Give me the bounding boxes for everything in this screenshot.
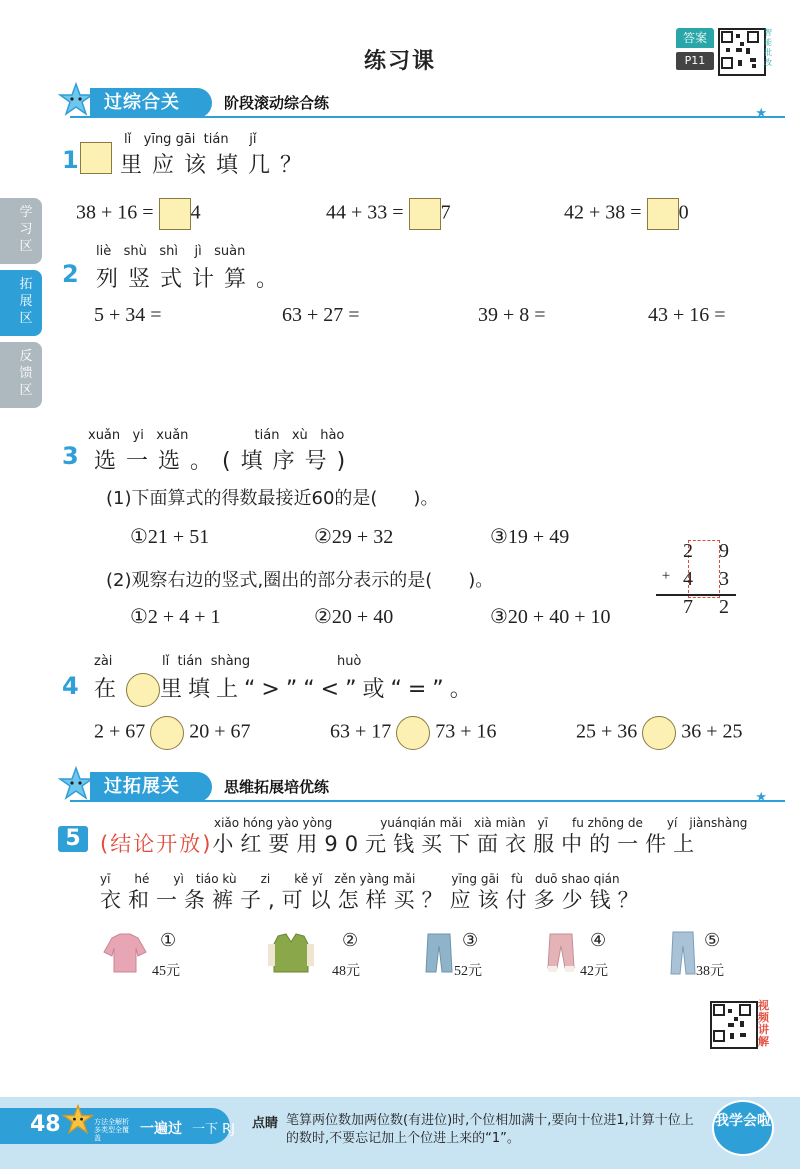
star-mascot-icon	[62, 1104, 94, 1136]
option[interactable]: ③20 + 40 + 10	[490, 606, 611, 628]
smart-grading-label: 智能批改	[764, 28, 772, 67]
page-number: 48	[30, 1112, 61, 1137]
clothing-item-4[interactable]: ④ 42元	[538, 930, 584, 980]
answer-badge[interactable]	[676, 28, 714, 74]
pinyin: yī hé yì tiáo kù zi kě yǐ zěn yàng mǎi yīng gāi fù duō shao qián	[100, 872, 620, 886]
video-explanation-label[interactable]: 视频讲解	[758, 999, 769, 1048]
page-title: 练习课	[363, 49, 436, 74]
star-mascot-icon	[58, 766, 94, 802]
fill-box[interactable]	[647, 198, 679, 230]
clothing-item-1[interactable]: ① 45元	[102, 930, 148, 980]
question-number: 1	[62, 146, 79, 174]
equation: 39 + 8 =	[478, 304, 546, 326]
comparison: 63 + 17 73 + 16	[330, 716, 497, 750]
side-tabs	[0, 198, 42, 410]
fill-circle[interactable]	[150, 716, 184, 750]
vertical-calculation: 2 9 + 4 3 7 2	[656, 540, 736, 620]
option[interactable]: ②29 + 32	[314, 526, 394, 548]
option[interactable]: ①21 + 51	[130, 526, 210, 548]
question-number: 5	[58, 826, 88, 852]
section-banner-extension	[70, 772, 785, 805]
pinyin: xiǎo hóng yào yòng yuánqián mǎi xià miàn yī fu zhōng de yí jiànshàng	[214, 816, 748, 830]
qr-code-icon[interactable]	[710, 1001, 758, 1049]
question-stem: 衣和一条裤子,可以怎样买？应该付多少钱？	[100, 888, 646, 912]
star-icon: ★	[755, 106, 767, 121]
pink-pants-icon	[538, 930, 584, 976]
pinyin: xuǎn yi xuǎn tián xù hào	[88, 428, 345, 443]
brand-name: 一遍过	[140, 1121, 182, 1137]
learned-badge[interactable]: 我学会啦	[712, 1100, 774, 1156]
answer-label: 答案	[676, 28, 714, 48]
star-icon: ★	[755, 790, 767, 805]
question-number: 2	[62, 260, 79, 288]
comparison: 25 + 36 36 + 25	[576, 716, 743, 750]
equation: 43 + 16 =	[648, 304, 726, 326]
option[interactable]: ①2 + 4 + 1	[130, 606, 221, 628]
question-stem: (结论开放)小红要用90元钱买下面衣服中的一件上	[100, 832, 702, 856]
question-stem: 列竖式计算。	[96, 267, 289, 292]
section-subtitle: 阶段滚动综合练	[224, 94, 330, 112]
tab-study[interactable]: 学习区	[0, 198, 42, 264]
pinyin: zài lǐ tián shàng huò	[94, 654, 362, 669]
question-stem: 里应该填几？	[120, 153, 313, 178]
fill-box[interactable]	[159, 198, 191, 230]
pink-sweater-icon	[102, 930, 148, 976]
section-title: 过综合关	[104, 92, 180, 113]
section-banner-comprehensive	[70, 88, 785, 121]
grade-label: 一下 RJ	[192, 1122, 235, 1137]
equation: 42 + 38 = 0	[564, 198, 689, 230]
equation: 38 + 16 = 4	[76, 198, 201, 230]
q1-answer-box[interactable]	[80, 142, 112, 174]
star-mascot-icon	[58, 82, 94, 118]
option[interactable]: ②20 + 40	[314, 606, 394, 628]
green-vest-icon	[268, 930, 314, 976]
fill-circle[interactable]	[396, 716, 430, 750]
clothing-item-5[interactable]: ⑤ 38元	[660, 930, 706, 980]
sub-question-1: (1)下面算式的得数最接近60的是( )。	[106, 488, 439, 509]
qr-code-icon[interactable]	[718, 28, 766, 76]
comparison: 2 + 67 20 + 67	[94, 716, 251, 750]
sub-question-2: (2)观察右边的竖式,圈出的部分表示的是( )。	[106, 570, 494, 591]
fill-box[interactable]	[409, 198, 441, 230]
equation: 5 + 34 =	[94, 304, 162, 326]
tip-label: 点睛	[252, 1116, 279, 1131]
pinyin: liè shù shì jì suàn	[96, 244, 246, 259]
pinyin: lǐ yīng gāi tián jǐ	[124, 132, 257, 147]
equation: 44 + 33 = 7	[326, 198, 451, 230]
clothing-item-2[interactable]: ② 48元	[268, 930, 314, 980]
answer-page: P11	[676, 52, 714, 70]
section-title: 过拓展关	[104, 776, 180, 797]
question-stem: 在 里填上“>”“<”或“=”。	[94, 672, 478, 707]
fill-circle[interactable]	[642, 716, 676, 750]
tab-feedback[interactable]: 反馈区	[0, 342, 42, 408]
brand-slogan: 方法全解析 多类型全覆盖	[94, 1118, 129, 1142]
question-stem: 选一选。(填序号)	[94, 449, 356, 474]
question-number: 4	[62, 672, 79, 700]
open-ended-tag: (结论开放)	[100, 832, 213, 856]
tab-extension[interactable]: 拓展区	[0, 270, 42, 336]
section-subtitle: 思维拓展培优练	[224, 778, 330, 796]
tip-text: 笔算两位数加两位数(有进位)时,个位相加满十,要向十位进1,计算十位上的数时,不要忘记加上个位进上来的“1”。	[286, 1113, 694, 1146]
clothing-item-3[interactable]: ③ 52元	[416, 930, 462, 980]
fill-circle[interactable]	[126, 673, 160, 707]
equation: 63 + 27 =	[282, 304, 360, 326]
option[interactable]: ③19 + 49	[490, 526, 570, 548]
question-number: 3	[62, 442, 79, 470]
